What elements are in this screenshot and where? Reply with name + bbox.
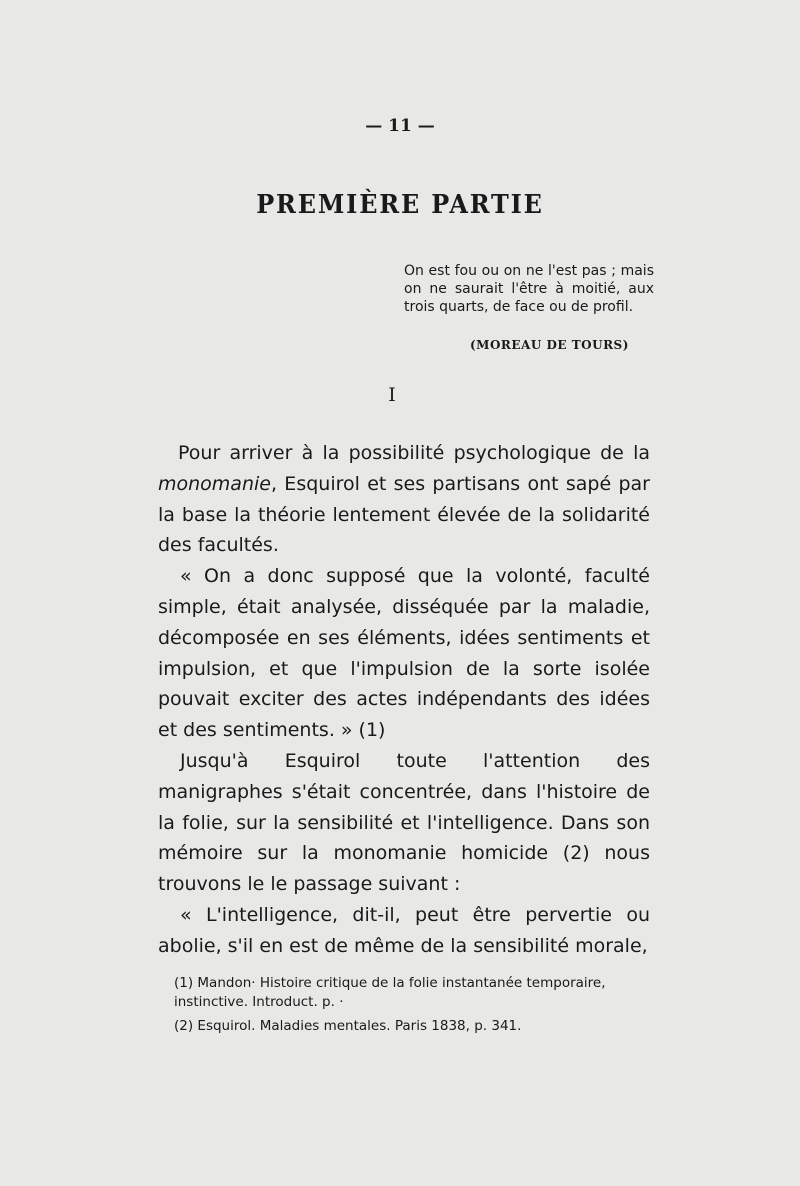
- paragraph-text: « On a donc supposé que la volonté, faculté simple, était analysée, disséquée par la maladie, décomposée en ses éléments, idées sentiments et impulsion, et que l'impulsion de la sorte isolée pouvait exciter des actes indépendants des idées et des sentiments. » (1): [158, 565, 650, 742]
- footnote-2: (2) Esquirol. Maladies mentales. Paris 1838, p. 341.: [174, 1018, 522, 1034]
- epigraph-quote: On est fou ou on ne l'est pas ; mais on ne saurait l'être à moitié, aux trois quarts, de face ou de profil.: [404, 263, 654, 315]
- paragraph-2: [158, 561, 650, 746]
- section-title: PREMIÈRE PARTIE: [256, 190, 544, 220]
- body-text: [158, 438, 650, 962]
- paragraph-text: , Esquirol et ses partisans ont sapé par la base la théorie lentement élevée de la solidarité des facultés.: [158, 472, 650, 557]
- emphasis-term: monomanie: [158, 472, 271, 495]
- epigraph-source: (MOREAU DE TOURS): [470, 338, 629, 352]
- chapter-numeral: I: [388, 384, 396, 406]
- paragraph-1: [158, 438, 650, 561]
- footnotes: [174, 974, 654, 1041]
- page-number: — 11 —: [365, 116, 435, 136]
- paragraph-text: « L'intelligence, dit-il, peut être pervertie ou abolie, s'il en est de même de la sensibilité morale,: [158, 903, 650, 957]
- paragraph-text: Pour arriver à la possibilité psychologique de la: [178, 442, 650, 464]
- footnote-1: (1) Mandon· Histoire critique de la folie instantanée temporaire, instinctive. Introduct. p. ·: [174, 975, 606, 1010]
- paragraph-4: [158, 900, 650, 962]
- paragraph-text: Jusqu'à Esquirol toute l'attention des manigraphes s'était concentrée, dans l'histoire de la folie, sur la sensibilité et l'intelligence. Dans son mémoire sur la monomanie homicide (2) nous trouvons le le passage suivant :: [158, 749, 650, 896]
- paragraph-3: [158, 746, 650, 900]
